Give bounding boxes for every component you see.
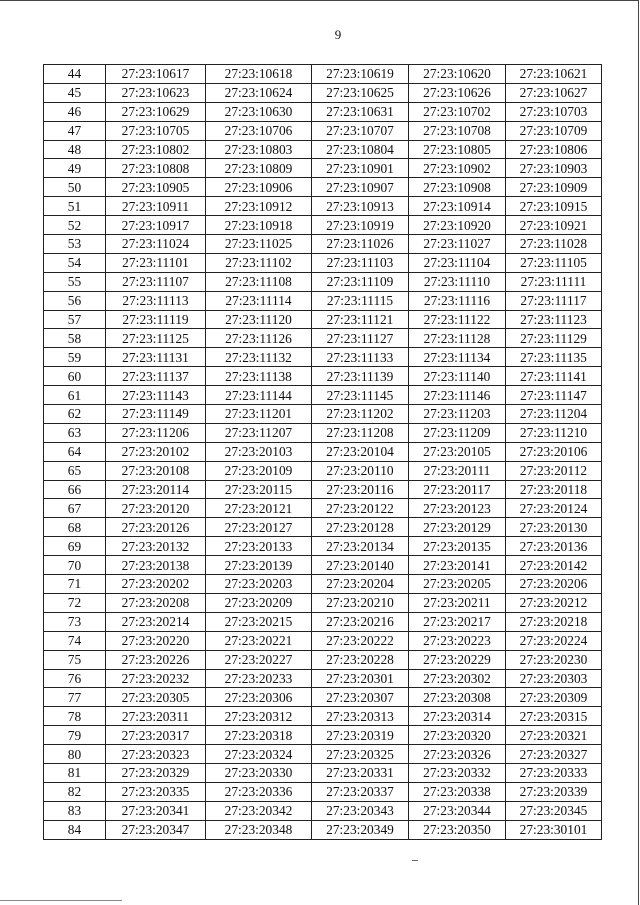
cadastral-code-cell: 27:23:11108 <box>206 272 312 291</box>
cadastral-code-cell: 27:23:11201 <box>206 405 312 424</box>
cadastral-code-cell: 27:23:20301 <box>312 669 409 688</box>
cadastral-code-cell: 27:23:20142 <box>506 556 602 575</box>
table-row <box>44 386 602 405</box>
page-border-right <box>638 0 639 905</box>
cadastral-code-cell: 27:23:10631 <box>312 102 409 121</box>
table-row <box>44 801 602 820</box>
cadastral-code-cell: 27:23:10809 <box>206 159 312 178</box>
table-row <box>44 461 602 480</box>
cadastral-code-cell: 27:23:11135 <box>506 348 602 367</box>
cadastral-code-cell: 27:23:10921 <box>506 216 602 235</box>
cadastral-code-cell: 27:23:11144 <box>206 386 312 405</box>
row-number-cell: 51 <box>44 197 106 216</box>
cadastral-code-cell: 27:23:20336 <box>206 782 312 801</box>
cadastral-code-cell: 27:23:20330 <box>206 763 312 782</box>
cadastral-code-cell: 27:23:10913 <box>312 197 409 216</box>
cadastral-codes-table <box>43 64 602 840</box>
cadastral-code-cell: 27:23:20208 <box>106 593 206 612</box>
cadastral-code-cell: 27:23:10908 <box>409 178 506 197</box>
cadastral-code-cell: 27:23:11134 <box>409 348 506 367</box>
cadastral-code-cell: 27:23:20134 <box>312 537 409 556</box>
cadastral-code-cell: 27:23:20333 <box>506 763 602 782</box>
cadastral-code-cell: 27:23:20111 <box>409 461 506 480</box>
table-row <box>44 253 602 272</box>
cadastral-code-cell: 27:23:20345 <box>506 801 602 820</box>
cadastral-code-cell: 27:23:20303 <box>506 669 602 688</box>
cadastral-code-cell: 27:23:10619 <box>312 65 409 84</box>
cadastral-code-cell: 27:23:20317 <box>106 726 206 745</box>
cadastral-code-cell: 27:23:20228 <box>312 650 409 669</box>
table-row <box>44 291 602 310</box>
cadastral-code-cell: 27:23:11137 <box>106 367 206 386</box>
cadastral-code-cell: 27:23:10706 <box>206 121 312 140</box>
cadastral-code-cell: 27:23:30101 <box>506 820 602 839</box>
cadastral-code-cell: 27:23:11126 <box>206 329 312 348</box>
cadastral-code-cell: 27:23:10907 <box>312 178 409 197</box>
cadastral-code-cell: 27:23:10707 <box>312 121 409 140</box>
cadastral-code-cell: 27:23:11209 <box>409 423 506 442</box>
table-row <box>44 612 602 631</box>
row-number-cell: 73 <box>44 612 106 631</box>
table-row <box>44 197 602 216</box>
table-row <box>44 556 602 575</box>
table-row <box>44 216 602 235</box>
cadastral-code-cell: 27:23:20327 <box>506 745 602 764</box>
cadastral-code-cell: 27:23:20318 <box>206 726 312 745</box>
cadastral-code-cell: 27:23:20116 <box>312 480 409 499</box>
cadastral-code-cell: 27:23:20348 <box>206 820 312 839</box>
row-number-cell: 50 <box>44 178 106 197</box>
cadastral-code-cell: 27:23:10630 <box>206 102 312 121</box>
table-row <box>44 423 602 442</box>
row-number-cell: 55 <box>44 272 106 291</box>
row-number-cell: 65 <box>44 461 106 480</box>
cadastral-code-cell: 27:23:10917 <box>106 216 206 235</box>
table-row <box>44 763 602 782</box>
cadastral-code-cell: 27:23:11105 <box>506 253 602 272</box>
cadastral-code-cell: 27:23:20312 <box>206 707 312 726</box>
table-row <box>44 537 602 556</box>
cadastral-code-cell: 27:23:20320 <box>409 726 506 745</box>
row-number-cell: 47 <box>44 121 106 140</box>
cadastral-code-cell: 27:23:10803 <box>206 140 312 159</box>
cadastral-code-cell: 27:23:10805 <box>409 140 506 159</box>
cadastral-code-cell: 27:23:11122 <box>409 310 506 329</box>
cadastral-code-cell: 27:23:11123 <box>506 310 602 329</box>
table-row <box>44 329 602 348</box>
table-row <box>44 688 602 707</box>
cadastral-code-cell: 27:23:10802 <box>106 140 206 159</box>
cadastral-code-cell: 27:23:10901 <box>312 159 409 178</box>
row-number-cell: 57 <box>44 310 106 329</box>
cadastral-code-cell: 27:23:20339 <box>506 782 602 801</box>
cadastral-code-cell: 27:23:10909 <box>506 178 602 197</box>
cadastral-code-cell: 27:23:20220 <box>106 631 206 650</box>
cadastral-code-cell: 27:23:20133 <box>206 537 312 556</box>
cadastral-code-cell: 27:23:11139 <box>312 367 409 386</box>
cadastral-code-cell: 27:23:20209 <box>206 593 312 612</box>
cadastral-code-cell: 27:23:20212 <box>506 593 602 612</box>
cadastral-code-cell: 27:23:20222 <box>312 631 409 650</box>
cadastral-code-cell: 27:23:10806 <box>506 140 602 159</box>
cadastral-code-cell: 27:23:20227 <box>206 650 312 669</box>
cadastral-code-cell: 27:23:20121 <box>206 499 312 518</box>
cadastral-code-cell: 27:23:11103 <box>312 253 409 272</box>
cadastral-code-cell: 27:23:11207 <box>206 423 312 442</box>
cadastral-code-cell: 27:23:11132 <box>206 348 312 367</box>
cadastral-code-cell: 27:23:20126 <box>106 518 206 537</box>
table-row <box>44 707 602 726</box>
cadastral-code-cell: 27:23:11107 <box>106 272 206 291</box>
cadastral-code-cell: 27:23:20337 <box>312 782 409 801</box>
row-number-cell: 60 <box>44 367 106 386</box>
cadastral-code-cell: 27:23:20130 <box>506 518 602 537</box>
cadastral-code-cell: 27:23:10808 <box>106 159 206 178</box>
cadastral-code-cell: 27:23:20343 <box>312 801 409 820</box>
table-row <box>44 405 602 424</box>
cadastral-code-cell: 27:23:11141 <box>506 367 602 386</box>
cadastral-code-cell: 27:23:20114 <box>106 480 206 499</box>
cadastral-code-cell: 27:23:11110 <box>409 272 506 291</box>
page-number: 9 <box>334 27 342 42</box>
table-row <box>44 102 602 121</box>
row-number-cell: 67 <box>44 499 106 518</box>
cadastral-code-cell: 27:23:20104 <box>312 442 409 461</box>
cadastral-code-cell: 27:23:20226 <box>106 650 206 669</box>
table-row <box>44 121 602 140</box>
cadastral-code-cell: 27:23:20350 <box>409 820 506 839</box>
table-row <box>44 178 602 197</box>
row-number-cell: 45 <box>44 83 106 102</box>
cadastral-code-cell: 27:23:11117 <box>506 291 602 310</box>
cadastral-code-cell: 27:23:20202 <box>106 575 206 594</box>
cadastral-code-cell: 27:23:11133 <box>312 348 409 367</box>
cadastral-code-cell: 27:23:10903 <box>506 159 602 178</box>
cadastral-code-cell: 27:23:11208 <box>312 423 409 442</box>
cadastral-code-cell: 27:23:11104 <box>409 253 506 272</box>
cadastral-code-cell: 27:23:20329 <box>106 763 206 782</box>
cadastral-code-cell: 27:23:11149 <box>106 405 206 424</box>
cadastral-code-cell: 27:23:20110 <box>312 461 409 480</box>
row-number-cell: 68 <box>44 518 106 537</box>
table-body <box>44 65 602 840</box>
table-row <box>44 65 602 84</box>
cadastral-code-cell: 27:23:20129 <box>409 518 506 537</box>
cadastral-code-cell: 27:23:20140 <box>312 556 409 575</box>
cadastral-code-cell: 27:23:20223 <box>409 631 506 650</box>
cadastral-code-cell: 27:23:20117 <box>409 480 506 499</box>
row-number-cell: 58 <box>44 329 106 348</box>
cadastral-code-cell: 27:23:10705 <box>106 121 206 140</box>
cadastral-code-cell: 27:23:20112 <box>506 461 602 480</box>
cadastral-code-cell: 27:23:10905 <box>106 178 206 197</box>
cadastral-code-cell: 27:23:20323 <box>106 745 206 764</box>
cadastral-code-cell: 27:23:11202 <box>312 405 409 424</box>
cadastral-code-cell: 27:23:11210 <box>506 423 602 442</box>
cadastral-code-cell: 27:23:11128 <box>409 329 506 348</box>
cadastral-code-cell: 27:23:10912 <box>206 197 312 216</box>
cadastral-code-cell: 27:23:20139 <box>206 556 312 575</box>
cadastral-code-cell: 27:23:10629 <box>106 102 206 121</box>
cadastral-code-cell: 27:23:10703 <box>506 102 602 121</box>
table-row <box>44 782 602 801</box>
table-row <box>44 442 602 461</box>
cadastral-code-cell: 27:23:20307 <box>312 688 409 707</box>
cadastral-code-cell: 27:23:10625 <box>312 83 409 102</box>
row-number-cell: 78 <box>44 707 106 726</box>
cadastral-code-cell: 27:23:20347 <box>106 820 206 839</box>
cadastral-code-cell: 27:23:20302 <box>409 669 506 688</box>
cadastral-code-cell: 27:23:11140 <box>409 367 506 386</box>
cadastral-code-cell: 27:23:20124 <box>506 499 602 518</box>
cadastral-code-cell: 27:23:20224 <box>506 631 602 650</box>
cadastral-code-cell: 27:23:20103 <box>206 442 312 461</box>
row-number-cell: 80 <box>44 745 106 764</box>
cadastral-code-cell: 27:23:20325 <box>312 745 409 764</box>
cadastral-code-cell: 27:23:20349 <box>312 820 409 839</box>
cadastral-code-cell: 27:23:20138 <box>106 556 206 575</box>
cadastral-code-cell: 27:23:10620 <box>409 65 506 84</box>
cadastral-code-cell: 27:23:20108 <box>106 461 206 480</box>
row-number-cell: 66 <box>44 480 106 499</box>
cadastral-code-cell: 27:23:10902 <box>409 159 506 178</box>
cadastral-code-cell: 27:23:20205 <box>409 575 506 594</box>
cadastral-code-cell: 27:23:10918 <box>206 216 312 235</box>
cadastral-code-cell: 27:23:20127 <box>206 518 312 537</box>
cadastral-code-cell: 27:23:20332 <box>409 763 506 782</box>
cadastral-code-cell: 27:23:11131 <box>106 348 206 367</box>
cadastral-code-cell: 27:23:20105 <box>409 442 506 461</box>
cadastral-code-cell: 27:23:20141 <box>409 556 506 575</box>
cadastral-code-cell: 27:23:11028 <box>506 235 602 254</box>
cadastral-code-cell: 27:23:11101 <box>106 253 206 272</box>
cadastral-code-cell: 27:23:20331 <box>312 763 409 782</box>
page-border-top <box>0 0 638 1</box>
cadastral-code-cell: 27:23:20314 <box>409 707 506 726</box>
cadastral-code-cell: 27:23:11147 <box>506 386 602 405</box>
table-row <box>44 83 602 102</box>
cadastral-code-cell: 27:23:11138 <box>206 367 312 386</box>
cadastral-code-cell: 27:23:20216 <box>312 612 409 631</box>
cadastral-code-cell: 27:23:20230 <box>506 650 602 669</box>
cadastral-code-cell: 27:23:20217 <box>409 612 506 631</box>
row-number-cell: 70 <box>44 556 106 575</box>
row-number-cell: 59 <box>44 348 106 367</box>
row-number-cell: 81 <box>44 763 106 782</box>
table-row <box>44 650 602 669</box>
scan-edge-line <box>0 900 122 901</box>
cadastral-code-cell: 27:23:20232 <box>106 669 206 688</box>
cadastral-code-cell: 27:23:20326 <box>409 745 506 764</box>
cadastral-code-cell: 27:23:11115 <box>312 291 409 310</box>
cadastral-code-cell: 27:23:10804 <box>312 140 409 159</box>
cadastral-code-cell: 27:23:20342 <box>206 801 312 820</box>
cadastral-code-cell: 27:23:20122 <box>312 499 409 518</box>
row-number-cell: 71 <box>44 575 106 594</box>
row-number-cell: 44 <box>44 65 106 84</box>
scan-speck <box>412 860 418 861</box>
cadastral-code-cell: 27:23:11120 <box>206 310 312 329</box>
cadastral-code-cell: 27:23:20308 <box>409 688 506 707</box>
cadastral-code-cell: 27:23:20215 <box>206 612 312 631</box>
cadastral-code-cell: 27:23:10627 <box>506 83 602 102</box>
table-row <box>44 348 602 367</box>
row-number-cell: 49 <box>44 159 106 178</box>
cadastral-code-cell: 27:23:20309 <box>506 688 602 707</box>
table-row <box>44 593 602 612</box>
cadastral-code-cell: 27:23:10702 <box>409 102 506 121</box>
cadastral-code-cell: 27:23:11129 <box>506 329 602 348</box>
row-number-cell: 74 <box>44 631 106 650</box>
cadastral-code-cell: 27:23:20311 <box>106 707 206 726</box>
cadastral-code-cell: 27:23:20211 <box>409 593 506 612</box>
cadastral-code-cell: 27:23:20344 <box>409 801 506 820</box>
row-number-cell: 61 <box>44 386 106 405</box>
table-row <box>44 631 602 650</box>
row-number-cell: 54 <box>44 253 106 272</box>
row-number-cell: 46 <box>44 102 106 121</box>
cadastral-code-cell: 27:23:20306 <box>206 688 312 707</box>
cadastral-code-cell: 27:23:10623 <box>106 83 206 102</box>
cadastral-code-cell: 27:23:20204 <box>312 575 409 594</box>
row-number-cell: 77 <box>44 688 106 707</box>
cadastral-code-cell: 27:23:20203 <box>206 575 312 594</box>
cadastral-code-cell: 27:23:10919 <box>312 216 409 235</box>
cadastral-code-cell: 27:23:11113 <box>106 291 206 310</box>
cadastral-code-cell: 27:23:20115 <box>206 480 312 499</box>
cadastral-code-cell: 27:23:20106 <box>506 442 602 461</box>
cadastral-code-cell: 27:23:10626 <box>409 83 506 102</box>
table-row <box>44 726 602 745</box>
row-number-cell: 53 <box>44 235 106 254</box>
cadastral-code-cell: 27:23:11111 <box>506 272 602 291</box>
cadastral-code-cell: 27:23:11119 <box>106 310 206 329</box>
cadastral-code-cell: 27:23:10906 <box>206 178 312 197</box>
table-row <box>44 235 602 254</box>
cadastral-code-cell: 27:23:11026 <box>312 235 409 254</box>
cadastral-code-cell: 27:23:20109 <box>206 461 312 480</box>
cadastral-code-cell: 27:23:20324 <box>206 745 312 764</box>
cadastral-code-cell: 27:23:20136 <box>506 537 602 556</box>
row-number-cell: 72 <box>44 593 106 612</box>
row-number-cell: 63 <box>44 423 106 442</box>
table-row <box>44 367 602 386</box>
cadastral-code-cell: 27:23:11145 <box>312 386 409 405</box>
cadastral-code-cell: 27:23:10920 <box>409 216 506 235</box>
cadastral-code-cell: 27:23:20221 <box>206 631 312 650</box>
cadastral-code-cell: 27:23:20102 <box>106 442 206 461</box>
cadastral-code-cell: 27:23:10709 <box>506 121 602 140</box>
cadastral-code-cell: 27:23:11109 <box>312 272 409 291</box>
row-number-cell: 82 <box>44 782 106 801</box>
row-number-cell: 75 <box>44 650 106 669</box>
cadastral-code-cell: 27:23:11025 <box>206 235 312 254</box>
row-number-cell: 48 <box>44 140 106 159</box>
table-row <box>44 272 602 291</box>
cadastral-code-cell: 27:23:20132 <box>106 537 206 556</box>
cadastral-code-cell: 27:23:20315 <box>506 707 602 726</box>
row-number-cell: 56 <box>44 291 106 310</box>
cadastral-code-cell: 27:23:10624 <box>206 83 312 102</box>
cadastral-code-cell: 27:23:11127 <box>312 329 409 348</box>
cadastral-code-cell: 27:23:11206 <box>106 423 206 442</box>
row-number-cell: 52 <box>44 216 106 235</box>
cadastral-code-cell: 27:23:20123 <box>409 499 506 518</box>
cadastral-code-cell: 27:23:11114 <box>206 291 312 310</box>
cadastral-code-cell: 27:23:20206 <box>506 575 602 594</box>
cadastral-code-cell: 27:23:20218 <box>506 612 602 631</box>
table-row <box>44 669 602 688</box>
cadastral-code-cell: 27:23:11102 <box>206 253 312 272</box>
cadastral-code-cell: 27:23:10621 <box>506 65 602 84</box>
table-row <box>44 820 602 839</box>
cadastral-code-cell: 27:23:20229 <box>409 650 506 669</box>
cadastral-code-cell: 27:23:20335 <box>106 782 206 801</box>
table-row <box>44 310 602 329</box>
cadastral-code-cell: 27:23:20319 <box>312 726 409 745</box>
cadastral-code-cell: 27:23:20135 <box>409 537 506 556</box>
cadastral-code-cell: 27:23:10915 <box>506 197 602 216</box>
cadastral-code-cell: 27:23:20313 <box>312 707 409 726</box>
cadastral-code-cell: 27:23:11146 <box>409 386 506 405</box>
cadastral-code-cell: 27:23:20120 <box>106 499 206 518</box>
cadastral-code-cell: 27:23:20321 <box>506 726 602 745</box>
cadastral-code-cell: 27:23:20214 <box>106 612 206 631</box>
cadastral-code-cell: 27:23:11024 <box>106 235 206 254</box>
cadastral-code-cell: 27:23:20210 <box>312 593 409 612</box>
row-number-cell: 83 <box>44 801 106 820</box>
table-row <box>44 575 602 594</box>
cadastral-code-cell: 27:23:20118 <box>506 480 602 499</box>
cadastral-code-cell: 27:23:20305 <box>106 688 206 707</box>
row-number-cell: 79 <box>44 726 106 745</box>
cadastral-code-cell: 27:23:11116 <box>409 291 506 310</box>
cadastral-code-cell: 27:23:20128 <box>312 518 409 537</box>
cadastral-code-cell: 27:23:20341 <box>106 801 206 820</box>
cadastral-code-cell: 27:23:10617 <box>106 65 206 84</box>
cadastral-code-cell: 27:23:10618 <box>206 65 312 84</box>
cadastral-code-cell: 27:23:11143 <box>106 386 206 405</box>
cadastral-code-cell: 27:23:10708 <box>409 121 506 140</box>
cadastral-code-cell: 27:23:20338 <box>409 782 506 801</box>
table-row <box>44 745 602 764</box>
table-row <box>44 518 602 537</box>
row-number-cell: 84 <box>44 820 106 839</box>
table-row <box>44 499 602 518</box>
row-number-cell: 76 <box>44 669 106 688</box>
cadastral-code-cell: 27:23:11125 <box>106 329 206 348</box>
cadastral-code-cell: 27:23:11027 <box>409 235 506 254</box>
table-row <box>44 480 602 499</box>
cadastral-code-cell: 27:23:10911 <box>106 197 206 216</box>
cadastral-code-cell: 27:23:20233 <box>206 669 312 688</box>
cadastral-code-cell: 27:23:10914 <box>409 197 506 216</box>
table-row <box>44 159 602 178</box>
cadastral-code-cell: 27:23:11121 <box>312 310 409 329</box>
row-number-cell: 64 <box>44 442 106 461</box>
cadastral-code-cell: 27:23:11204 <box>506 405 602 424</box>
row-number-cell: 62 <box>44 405 106 424</box>
row-number-cell: 69 <box>44 537 106 556</box>
table-row <box>44 140 602 159</box>
cadastral-code-cell: 27:23:11203 <box>409 405 506 424</box>
